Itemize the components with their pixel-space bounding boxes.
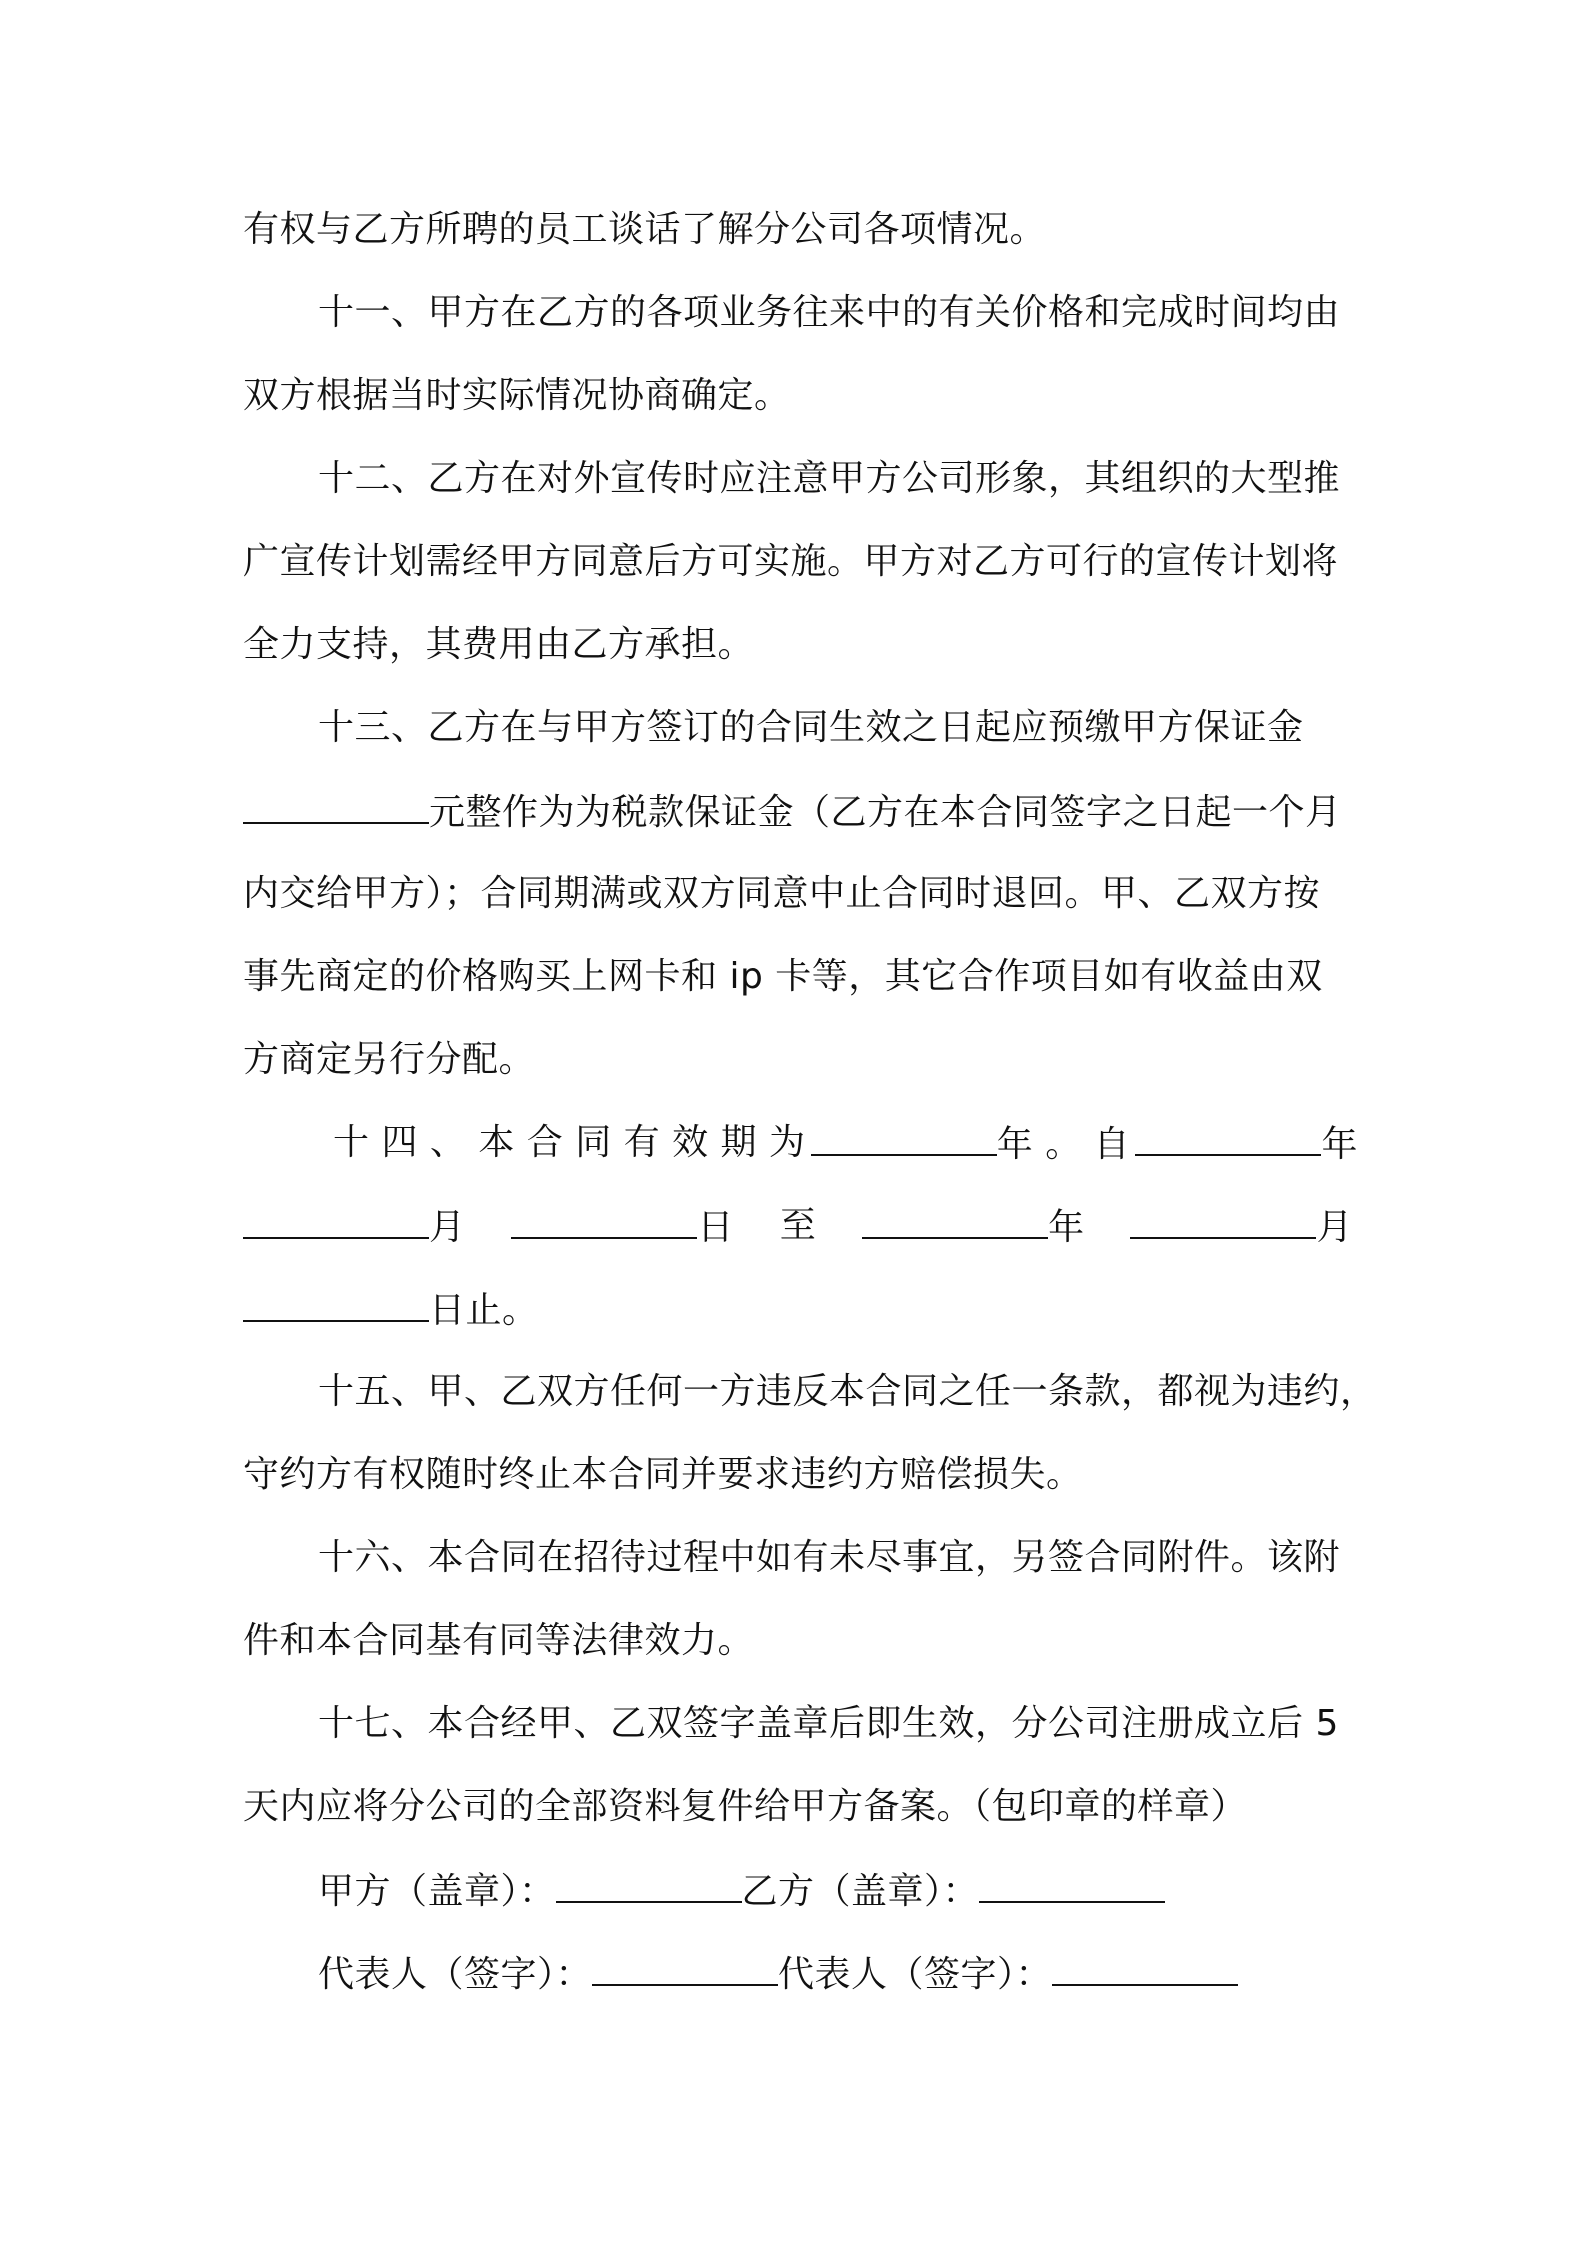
- text-line: [243, 1450, 1363, 1500]
- text-line: [243, 786, 1363, 836]
- paragraph-text: 有权与乙方所聘的员工谈话了解分公司各项情况。: [243, 209, 1047, 250]
- text-line: [243, 1035, 1363, 1085]
- text-line: [243, 869, 1363, 919]
- text-line: [243, 1201, 1363, 1251]
- text-line: [243, 205, 1363, 255]
- clause-12: [318, 454, 1438, 504]
- paragraph-text: 月: [1316, 1207, 1353, 1248]
- text-line: [243, 1616, 1363, 1666]
- paragraph-text: 全力支持，其费用由乙方承担。: [243, 624, 755, 665]
- party-b-representative-blank: [1052, 1948, 1238, 1986]
- party-a-representative-label: 代表人（签字）：: [318, 1954, 593, 1995]
- fill-blank: [243, 1201, 429, 1239]
- paragraph-text: 元整作为为税款保证金（乙方在本合同签字之日起一个月: [429, 792, 1342, 833]
- text-line: [243, 371, 1363, 421]
- paragraph-text: 日: [697, 1207, 734, 1248]
- party-a-seal-label: 甲方（盖章）：: [318, 1871, 556, 1912]
- paragraph-text: 广宣传计划需经甲方同意后方可实施。甲方对乙方可行的宣传计划将: [243, 541, 1339, 582]
- paragraph-text: 年: [1321, 1124, 1358, 1165]
- fill-blank: [1130, 1201, 1316, 1239]
- paragraph-text: 十一、甲方在乙方的各项业务往来中的有关价格和完成时间均由: [318, 292, 1341, 333]
- signature-line-seal: [318, 1865, 1438, 1915]
- paragraph-text: 年 。 自: [996, 1124, 1131, 1165]
- text-line: [243, 537, 1363, 587]
- clause-14: [333, 1118, 1358, 1168]
- party-b-seal-label: 乙方（盖章）：: [741, 1871, 980, 1912]
- text-line: [243, 952, 1363, 1002]
- fill-blank: [243, 786, 429, 824]
- paragraph-text: 内交给甲方）；合同期满或双方同意中止合同时退回。甲、乙双方按: [243, 873, 1321, 914]
- text-line: [243, 620, 1363, 670]
- paragraph-text: 双方根据当时实际情况协商确定。: [243, 375, 791, 416]
- paragraph-text: 十二、乙方在对外宣传时应注意甲方公司形象，其组织的大型推: [318, 458, 1341, 499]
- clause-11: [318, 288, 1438, 338]
- fill-blank: [511, 1201, 697, 1239]
- paragraph-text: 守约方有权随时终止本合同并要求违约方赔偿损失。: [243, 1454, 1083, 1495]
- paragraph-text: 方商定另行分配。: [243, 1039, 536, 1080]
- paragraph-text: 事先商定的价格购买上网卡和 ip 卡等，其它合作项目如有收益由双: [243, 956, 1323, 997]
- clause-16: [318, 1533, 1438, 1583]
- fill-blank: [243, 1284, 429, 1322]
- party-a-representative-blank: [592, 1948, 778, 1986]
- fill-blank: [862, 1201, 1048, 1239]
- clause-17: [318, 1699, 1438, 1749]
- paragraph-text: 年: [1048, 1207, 1085, 1248]
- clause-15: [318, 1367, 1438, 1417]
- fill-blank: [1135, 1118, 1321, 1156]
- party-b-seal-blank: [979, 1865, 1165, 1903]
- paragraph-text: 十七、本合经甲、乙双签字盖章后即生效，分公司注册成立后 5: [318, 1703, 1339, 1744]
- paragraph-text: 十三、乙方在与甲方签订的合同生效之日起应预缴甲方保证金: [318, 707, 1304, 748]
- clause-13: [318, 703, 1438, 753]
- paragraph-text: 天内应将分公司的全部资料复件给甲方备案。（包印章的样章）: [243, 1786, 1248, 1827]
- paragraph-text: 件和本合同基有同等法律效力。: [243, 1620, 755, 1661]
- paragraph-text: 日止。: [429, 1290, 539, 1331]
- text-line: [243, 1782, 1363, 1832]
- party-b-representative-label: 代表人（签字）：: [778, 1954, 1053, 1995]
- text-line: [243, 1284, 1363, 1334]
- fill-blank: [811, 1118, 997, 1156]
- paragraph-text: 月: [429, 1207, 466, 1248]
- paragraph-text: 十六、本合同在招待过程中如有未尽事宜，另签合同附件。该附: [318, 1537, 1341, 1578]
- paragraph-text: 十五、甲、乙双方任何一方违反本合同之任一条款，都视为违约，: [318, 1371, 1377, 1412]
- paragraph-text: 十 四 、 本 合 同 有 效 期 为: [333, 1122, 806, 1163]
- signature-line-representative: [318, 1948, 1438, 1998]
- party-a-seal-blank: [556, 1865, 742, 1903]
- paragraph-text: 至: [779, 1205, 817, 1246]
